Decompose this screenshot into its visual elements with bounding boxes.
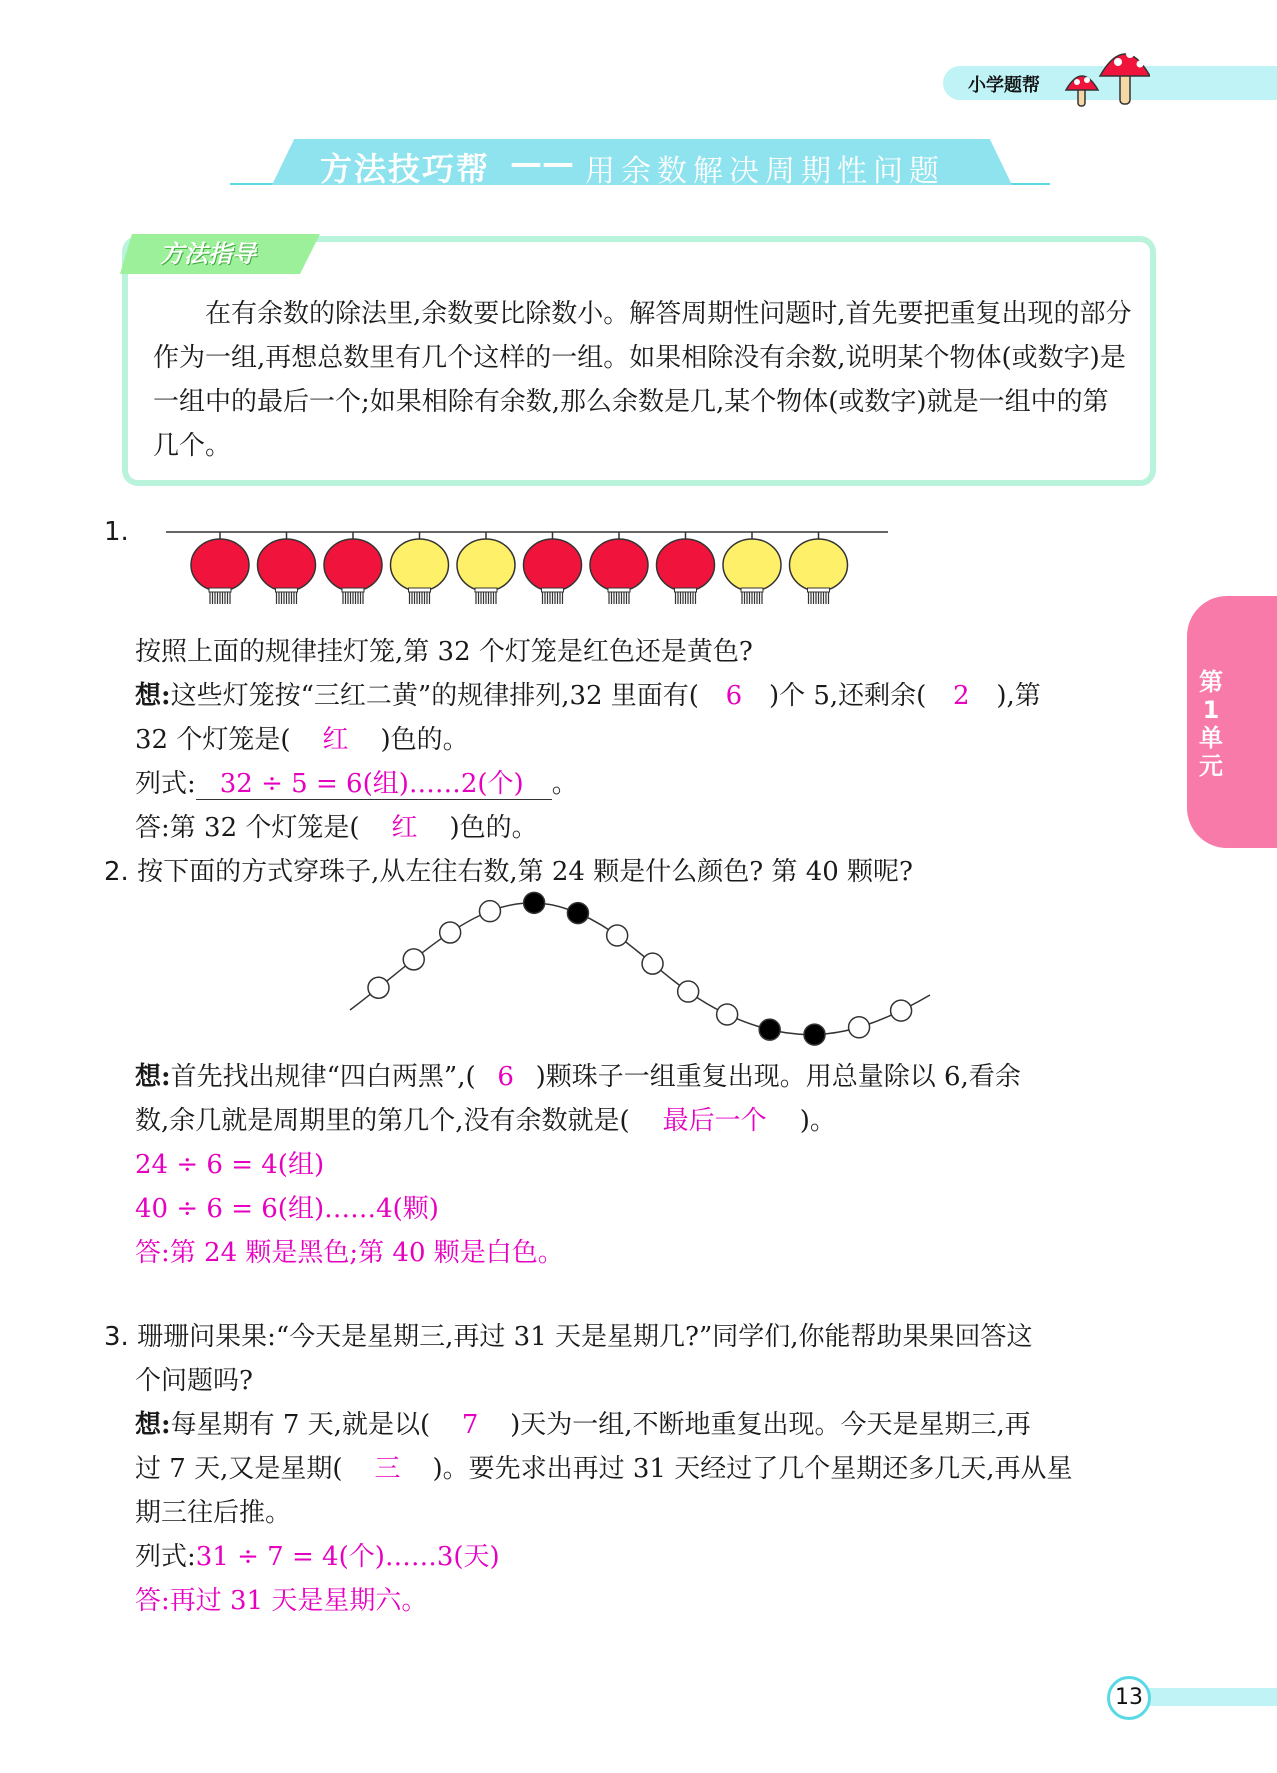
q1-fill-2: 2 <box>953 681 970 711</box>
q1-fill-3: 红 <box>322 725 349 755</box>
q1-number: 1. <box>104 517 129 547</box>
q1-formula: 32 ÷ 5 = 6(组)……2(个) <box>196 769 552 800</box>
q3-fill-2: 三 <box>374 1454 401 1484</box>
bead-black <box>759 1019 780 1040</box>
q1-question: 按照上面的规律挂灯笼,第 32 个灯笼是红色还是黄色? <box>135 637 753 667</box>
unit-side-label: 第1单元 <box>1199 668 1223 780</box>
bead-string <box>340 890 940 1050</box>
q1-think-line1 <box>135 674 1041 718</box>
think-label: 想: <box>135 681 171 711</box>
q3-number: 3. <box>104 1322 129 1352</box>
q3-think-line2 <box>135 1447 1073 1491</box>
q3-think-e: 期三往后推。 <box>135 1498 292 1528</box>
q3-formula-label: 列式: <box>135 1542 196 1572</box>
lantern-yellow <box>391 532 449 604</box>
banner-dash: —— <box>510 144 574 182</box>
q3-think-a: 每星期有 7 天,就是以( <box>170 1410 431 1440</box>
bead-white <box>678 981 699 1002</box>
lantern-yellow <box>723 532 781 604</box>
q1-formula-end: 。 <box>551 769 578 799</box>
bead-white <box>440 922 461 943</box>
bead-white <box>403 949 424 970</box>
header-label: 小学题帮 <box>968 75 1040 96</box>
mushroom-icon <box>1060 42 1150 112</box>
q1-think-a: 这些灯笼按“三红二黄”的规律排列,32 里面有( <box>170 681 699 711</box>
q2-question: 按下面的方式穿珠子,从左往右数,第 24 颗是什么颜色? 第 40 颗呢? <box>137 857 913 887</box>
q1-answer-a: 答:第 32 个灯笼是( <box>135 813 360 843</box>
method-guide-text <box>153 292 1133 468</box>
method-guide-tag-label: 方法指导 <box>160 240 256 268</box>
q2-number: 2. <box>104 857 129 887</box>
lantern-red <box>324 532 382 604</box>
banner-title: 方法技巧帮 <box>320 150 491 188</box>
bead-white <box>891 1000 912 1021</box>
page-number: 13 <box>1107 1676 1151 1720</box>
bead-white <box>607 925 628 946</box>
q3-formula: 31 ÷ 7 = 4(个)……3(天) <box>195 1542 500 1572</box>
q1-answer-b: )色的。 <box>449 813 538 843</box>
lantern-red <box>258 532 316 604</box>
q3-think-b: )天为一组,不断地重复出现。今天是星期三,再 <box>510 1410 1031 1440</box>
lantern-yellow <box>790 532 848 604</box>
q3-line1 <box>104 1315 1033 1359</box>
bead-white <box>849 1017 870 1038</box>
q3-formula-line <box>135 1535 500 1579</box>
q1-fill-1: 6 <box>725 681 743 711</box>
bead-white <box>642 953 663 974</box>
q2-fill-2: 最后一个 <box>662 1106 767 1136</box>
banner-subtitle: 用余数解决周期性问题 <box>585 154 945 189</box>
bead-white <box>717 1004 738 1025</box>
q1-formula-label: 列式: <box>135 769 196 799</box>
q3-answer: 答:再过 31 天是星期六。 <box>135 1586 428 1616</box>
lantern-red <box>191 532 249 604</box>
q1-think-c: ),第 <box>996 681 1041 711</box>
think-label: 想: <box>135 1410 171 1440</box>
q1-think-b: )个 5,还剩余( <box>768 681 927 711</box>
q2-think-c: 数,余几就是周期里的第几个,没有余数就是( <box>135 1106 630 1136</box>
q3-fill-1: 7 <box>461 1410 479 1440</box>
q3-think-d: )。要先求出再过 31 天经过了几个星期还多几天,再从星 <box>432 1454 1073 1484</box>
q3-question-a: 珊珊问果果:“今天是星期三,再过 31 天是星期几?”同学们,你能帮助果果回答这 <box>137 1322 1033 1352</box>
q2-calc-1: 24 ÷ 6 = 4(组) <box>135 1150 325 1180</box>
q1-think-line2 <box>135 718 469 762</box>
lantern-red <box>657 532 715 604</box>
q1-answer-fill: 红 <box>391 813 418 843</box>
q2-fill-1: 6 <box>497 1062 514 1092</box>
q2-calc-2: 40 ÷ 6 = 6(组)……4(颗) <box>135 1194 439 1224</box>
bead-black <box>804 1024 825 1045</box>
q2-think-a: 首先找出规律“四白两黑”,( <box>170 1062 476 1092</box>
q2-line <box>104 850 913 894</box>
method-paragraph: 在有余数的除法里,余数要比除数小。解答周期性问题时,首先要把重复出现的部分作为一组,再想总数里有几个这样的一组。如果相除没有余数,说明某个物体(或数字)是一组中的最后一个;如果相除有余数,那么余数是几,某个物体(或数字)就是一组中的第几个。 <box>153 299 1132 461</box>
q1-answer-line <box>135 806 538 850</box>
q3-think-c: 过 7 天,又是星期( <box>135 1454 343 1484</box>
q3-question-b: 个问题吗? <box>135 1366 253 1396</box>
lantern-red <box>590 532 648 604</box>
bead-white <box>479 901 500 922</box>
q2-think-line2 <box>135 1099 836 1143</box>
bead-black <box>567 903 588 924</box>
lantern-row <box>160 520 900 612</box>
think-label: 想: <box>135 1062 171 1092</box>
q3-think-line1 <box>135 1403 1031 1447</box>
bead-white <box>368 977 389 998</box>
q2-think-d: )。 <box>799 1106 836 1136</box>
q1-think-e: )色的。 <box>380 725 469 755</box>
q2-think-b: )颗珠子一组重复出现。用总量除以 6,看余 <box>535 1062 1021 1092</box>
q2-think-line1 <box>135 1055 1021 1099</box>
bead-black <box>524 892 545 913</box>
q1-formula-line <box>135 762 578 806</box>
lantern-yellow <box>457 532 515 604</box>
page-number-bar <box>1130 1688 1277 1706</box>
q1-think-d: 32 个灯笼是( <box>135 725 291 755</box>
lantern-red <box>524 532 582 604</box>
q2-answer: 答:第 24 颗是黑色;第 40 颗是白色。 <box>135 1238 564 1268</box>
